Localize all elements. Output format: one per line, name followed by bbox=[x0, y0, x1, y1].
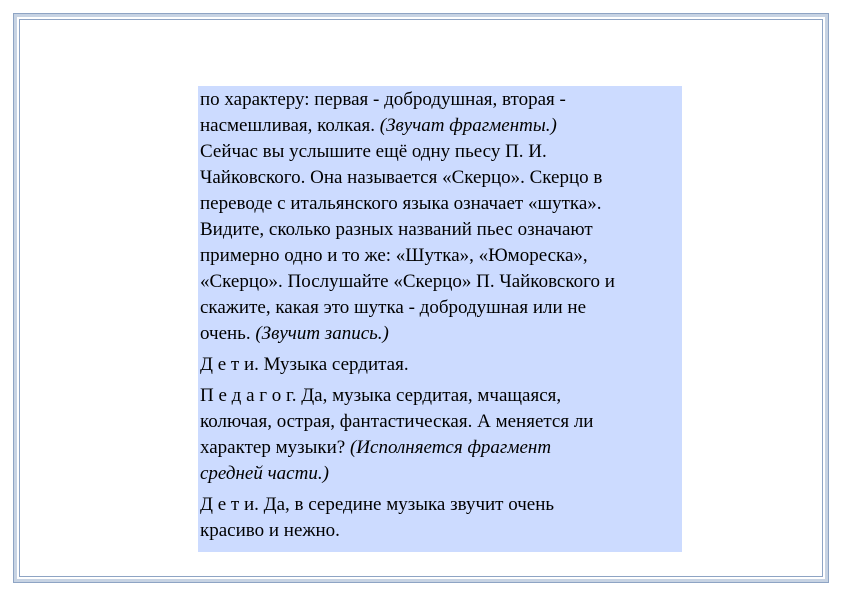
line-text: насмешливая, колкая. bbox=[200, 115, 380, 136]
line-text: «Скерцо». Послушайте «Скерцо» П. Чайковского и bbox=[200, 271, 615, 292]
stage-direction: (Звучат фрагменты.) bbox=[379, 115, 557, 136]
text-line bbox=[200, 409, 682, 435]
text-box bbox=[198, 86, 682, 552]
paragraph-teacher-reply bbox=[200, 383, 682, 487]
paragraph-children-reply-2 bbox=[200, 492, 682, 544]
line-text: переводе с итальянского языка означает «шутка». bbox=[200, 193, 602, 214]
line-text: характер музыки? bbox=[200, 437, 350, 458]
text-line bbox=[200, 87, 682, 113]
paragraph-narration bbox=[200, 87, 682, 347]
line-text: примерно одно и то же: «Шутка», «Юмореска», bbox=[200, 245, 588, 266]
text-line bbox=[200, 113, 682, 139]
line-text: Видите, сколько разных названий пьес означают bbox=[200, 219, 593, 240]
text-line bbox=[200, 321, 682, 347]
text-line bbox=[200, 243, 682, 269]
line-text: колючая, острая, фантастическая. А меняется ли bbox=[200, 411, 594, 432]
line-text: Чайковского. Она называется «Скерцо». Скерцо в bbox=[200, 167, 603, 188]
text-line bbox=[200, 518, 682, 544]
line-text: Д е т и. Музыка сердитая. bbox=[200, 354, 409, 375]
text-line bbox=[200, 217, 682, 243]
stage-direction: (Исполняется фрагмент bbox=[349, 437, 552, 458]
line-text: П е д а г о г. Да, музыка сердитая, мчащаяся, bbox=[200, 385, 562, 406]
text-line bbox=[200, 165, 682, 191]
text-line bbox=[200, 295, 682, 321]
line-text: Д е т и. Да, в середине музыка звучит очень bbox=[200, 494, 555, 515]
stage-direction: средней части.) bbox=[200, 463, 329, 484]
line-text: по характеру: первая - добродушная, вторая - bbox=[200, 89, 566, 110]
text-line bbox=[200, 383, 682, 409]
line-text: очень. bbox=[200, 323, 256, 344]
text-line bbox=[200, 461, 682, 487]
line-text: Сейчас вы услышите ещё одну пьесу П. И. bbox=[200, 141, 547, 162]
paragraph-children-reply bbox=[200, 352, 682, 378]
text-line bbox=[200, 492, 682, 518]
text-line bbox=[200, 139, 682, 165]
line-text: скажите, какая это шутка - добродушная или не bbox=[200, 297, 587, 318]
line-text: красиво и нежно. bbox=[200, 520, 340, 541]
text-line bbox=[200, 435, 682, 461]
stage-direction: (Звучит запись.) bbox=[255, 323, 389, 344]
text-line bbox=[200, 352, 682, 378]
text-line bbox=[200, 269, 682, 295]
text-line bbox=[200, 191, 682, 217]
